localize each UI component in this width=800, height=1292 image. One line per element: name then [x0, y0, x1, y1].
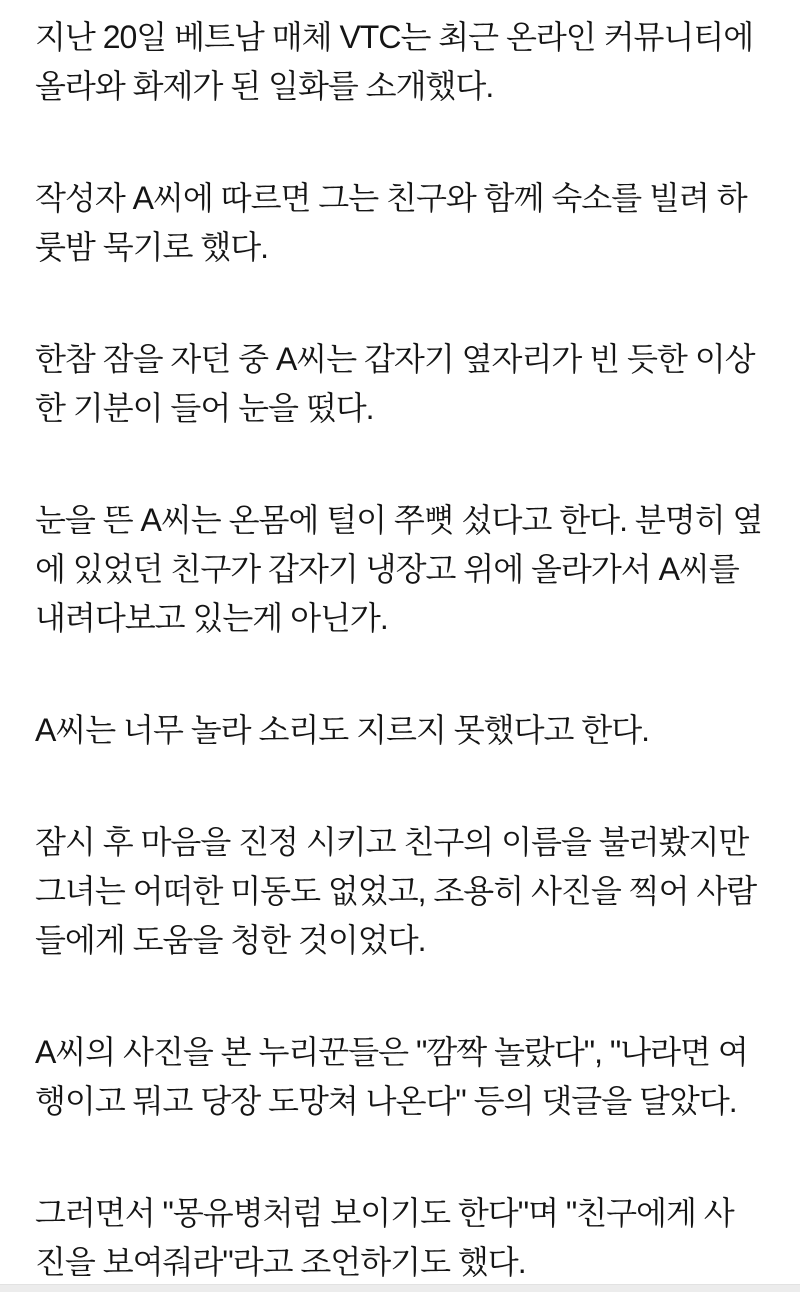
- text-line: 룻밤 묵기로 했다.: [35, 229, 269, 265]
- paragraph-8: [35, 1189, 770, 1287]
- paragraph-3: [35, 335, 770, 433]
- text-line: 올라와 화제가 된 일화를 소개했다.: [35, 68, 494, 104]
- text-line: 눈을 뜬 A씨는 온몸에 털이 쭈뼛 섰다고 한다. 분명히 옆: [35, 502, 763, 538]
- paragraph-4: [35, 496, 770, 643]
- text-line: 한참 잠을 자던 중 A씨는 갑자기 옆자리가 빈 듯한 이상: [35, 341, 755, 377]
- text-line: 지난 20일 베트남 매체 VTC는 최근 온라인 커뮤니티에: [35, 19, 754, 55]
- paragraph-1: [35, 13, 770, 111]
- text-line: 에 있었던 친구가 갑자기 냉장고 위에 올라가서 A씨를: [35, 551, 739, 587]
- text-line: A씨는 너무 놀라 소리도 지르지 못했다고 한다.: [35, 712, 649, 748]
- bottom-divider: [0, 1284, 800, 1292]
- text-line: 행이고 뭐고 당장 도망쳐 나온다" 등의 댓글을 달았다.: [35, 1083, 737, 1119]
- text-line: 그러면서 "몽유병처럼 보이기도 한다"며 "친구에게 사: [35, 1195, 734, 1231]
- text-line: 잠시 후 마음을 진정 시키고 친구의 이름을 불러봤지만: [35, 824, 749, 860]
- text-line: 작성자 A씨에 따르면 그는 친구와 함께 숙소를 빌려 하: [35, 180, 747, 216]
- text-line: 들에게 도움을 청한 것이었다.: [35, 922, 426, 958]
- text-line: 그녀는 어떠한 미동도 없었고, 조용히 사진을 찍어 사람: [35, 873, 757, 909]
- text-line: 한 기분이 들어 눈을 떴다.: [35, 390, 374, 426]
- paragraph-7: [35, 1028, 770, 1126]
- paragraph-6: [35, 818, 770, 965]
- paragraph-5: [35, 706, 770, 755]
- text-line: 내려다보고 있는게 아닌가.: [35, 600, 388, 636]
- text-line: 진을 보여줘라"라고 조언하기도 했다.: [35, 1244, 526, 1280]
- text-line: A씨의 사진을 본 누리꾼들은 "깜짝 놀랐다", "나라면 여: [35, 1034, 748, 1070]
- paragraph-2: [35, 174, 770, 272]
